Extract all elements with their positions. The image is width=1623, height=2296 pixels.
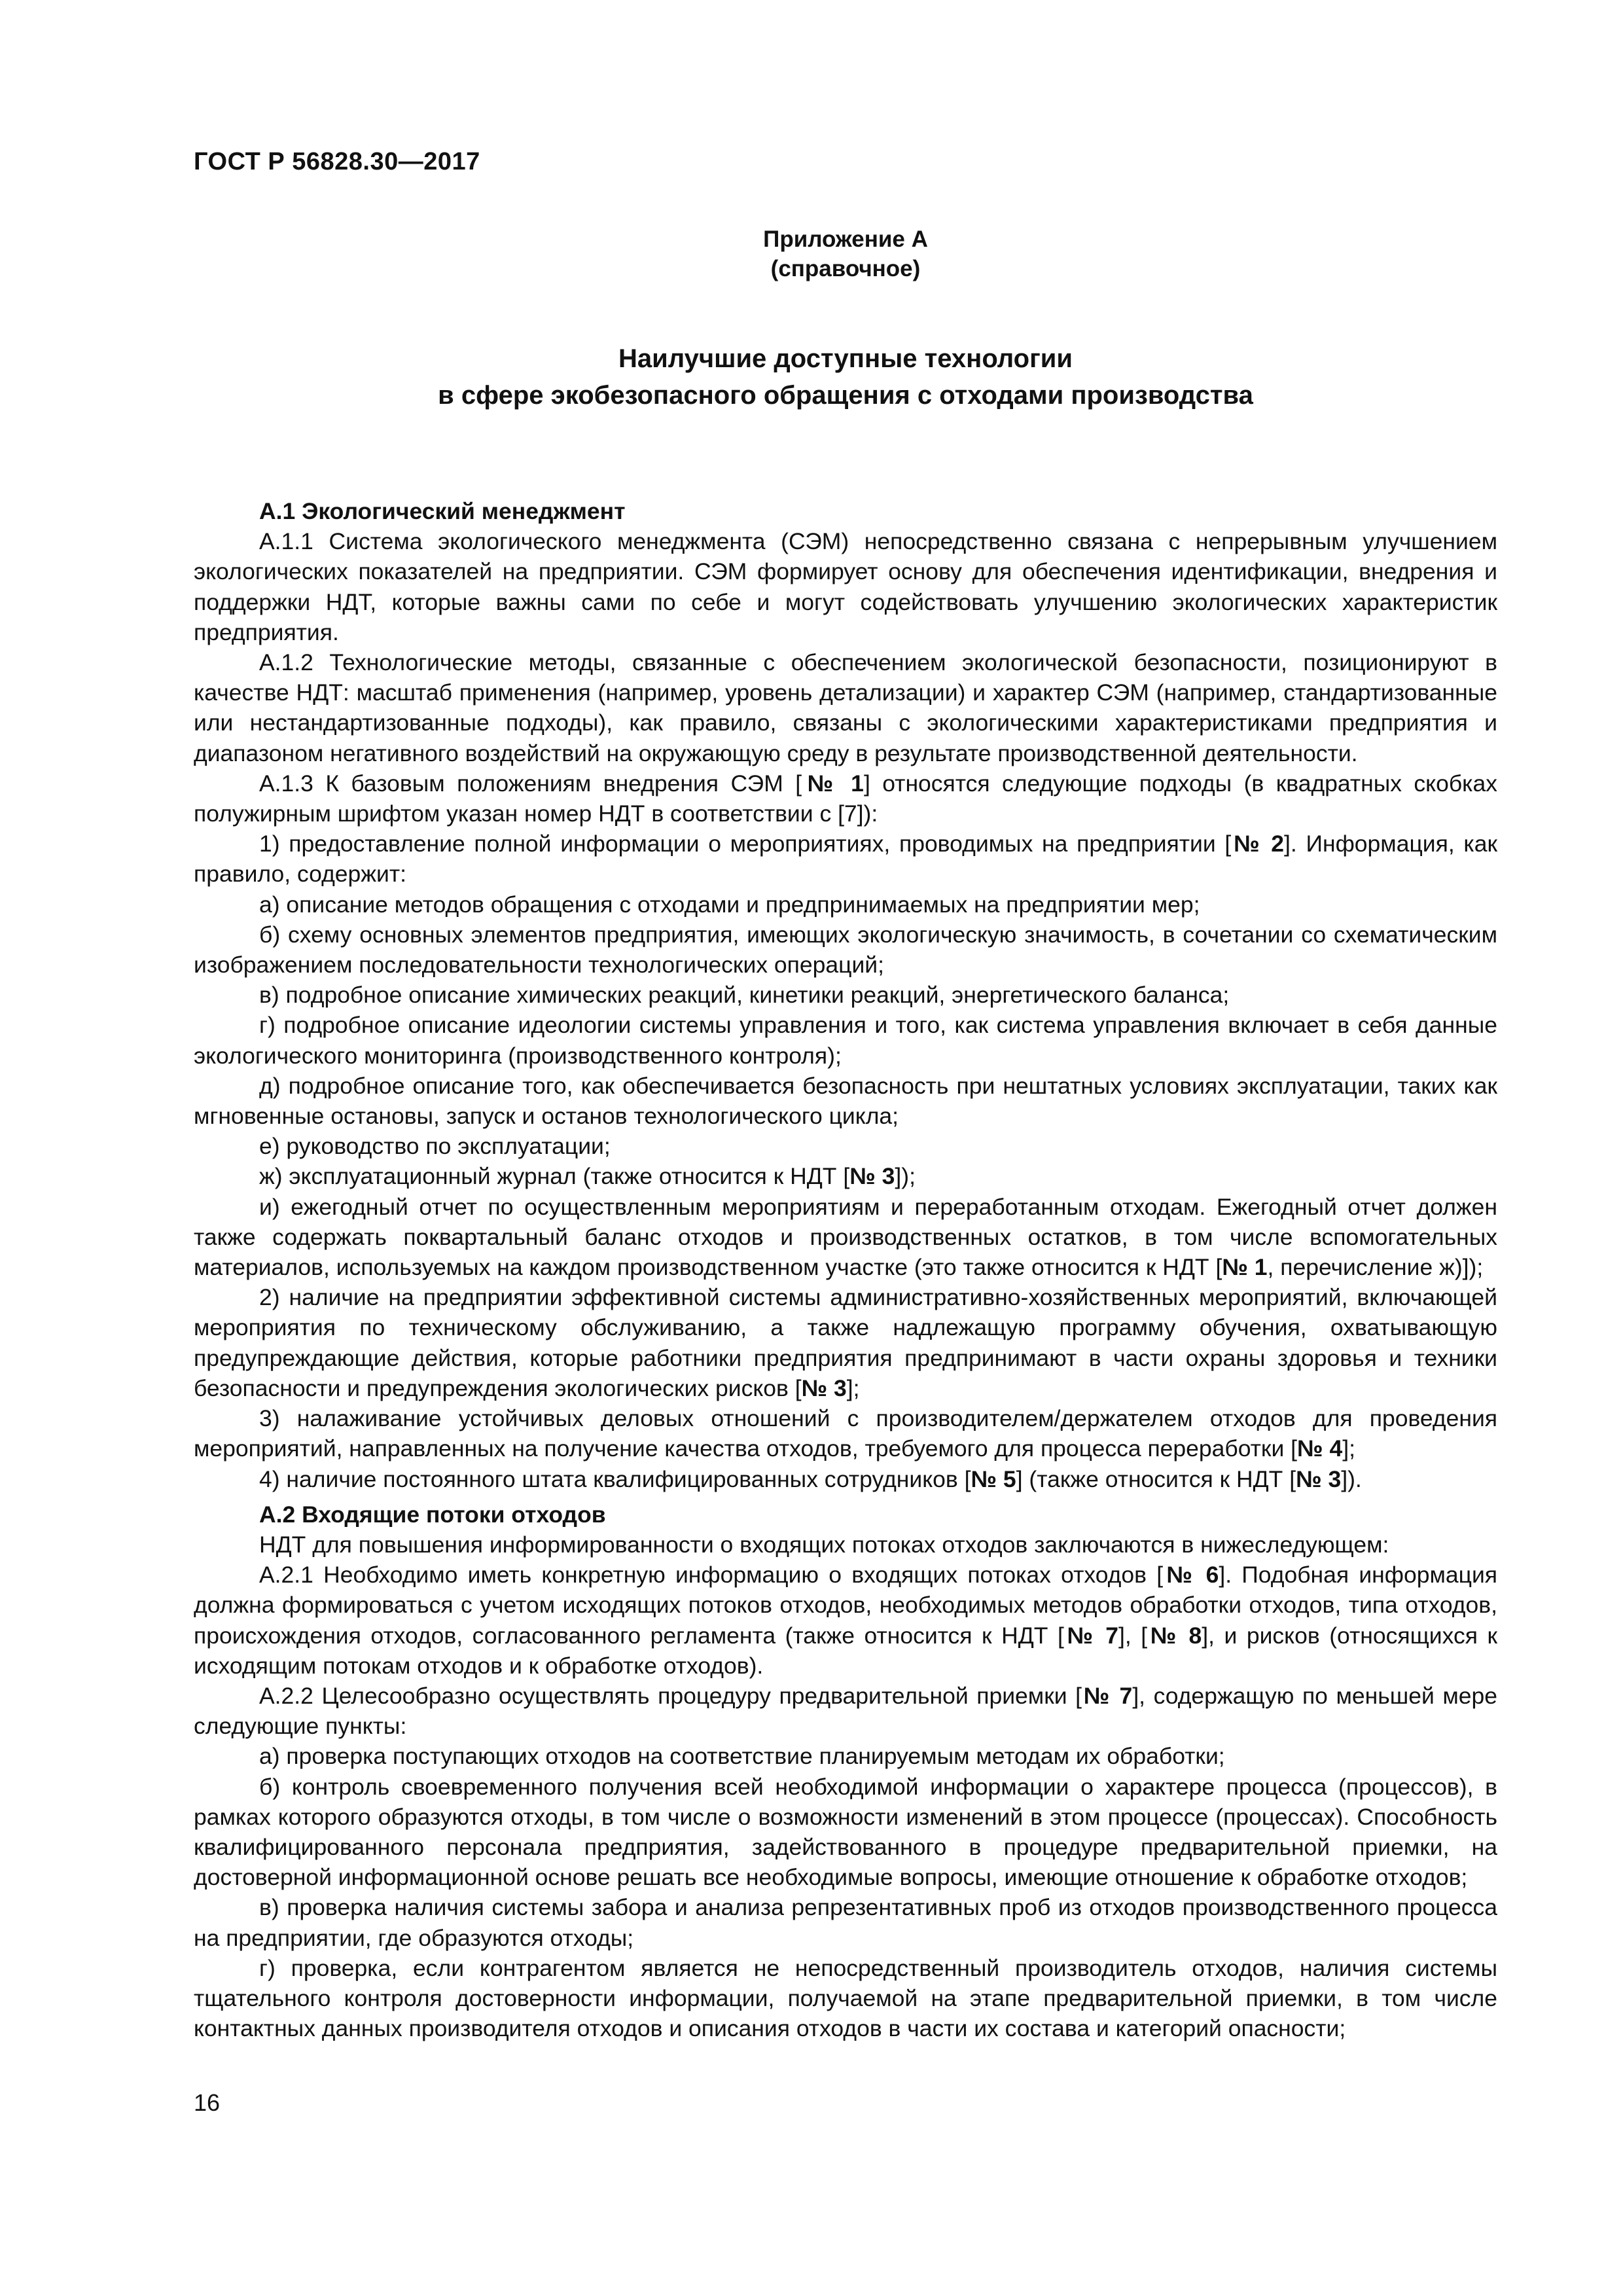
title-line-1: Наилучшие доступные технологии (618, 344, 1073, 373)
paragraph-a1-2: А.1.2 Технологические методы, связанные с обеспечением экологической безопасности, позиционируют в качестве НДТ: масштаб применения (например, уровень детализации) и характер СЭМ (например, стандартизованные или нестандартизованные подходы), как правило, связаны с экологическими характеристиками предприятия и диапазоном негативного воздействий на окружающую среду в результате производственной деятельности. (194, 649, 1497, 766)
list-item-4: 4) наличие постоянного штата квалифицированных сотрудников [№ 5] (также относится к НДТ [№ 3]). (259, 1465, 1362, 1492)
list-item-g: г) подробное описание идеологии системы управления и того, как система управления включает в себя данные экологического мониторинга (производственного контроля); (194, 1012, 1497, 1069)
list-item-a2-b: б) контроль своевременного получения всей необходимой информации о характере процесса (процессов), в рамках которого образуются отходы, в том числе о возможности изменений в этом процессе (процессах). Способность квалифицированного персонала предприятия, задействованного в процедуре предварительной приемки, на достоверной информационной основе решать все необходимые вопросы, имеющие отношение к обработке отходов; (194, 1773, 1497, 1891)
list-item-b: б) схему основных элементов предприятия, имеющих экологическую значимость, в сочетании со схематическим изображением последовательности технологических операций; (194, 921, 1497, 978)
paragraph-a2-1: А.2.1 Необходимо иметь конкретную информацию о входящих потоках отходов [№ 6]. Подобная информация должна формироваться с учетом исходящих потоков отходов, необходимых методов обработки отходов, типа отходов, происхождения отходов, согласованного регламента (также относится к НДТ [№ 7], [№ 8], и рисков (относящихся к исходящим потокам отходов и к обработке отходов). (194, 1562, 1498, 1679)
list-item-e: е) руководство по эксплуатации; (259, 1133, 611, 1160)
appendix-title: Приложение А (763, 226, 928, 252)
list-item-2: 2) наличие на предприятии эффективной системы административно-хозяйственных мероприятий, включающей мероприятия по техническому обслуживанию, а также надлежащую программу обучения, охватывающую предупреждающие действия, которые работники предприятия предпринимают в части охраны здоровья и техники безопасности и предупреждения экологических рисков [№ 3]; (194, 1284, 1497, 1401)
document-body (194, 496, 1497, 2043)
list-item-i: и) ежегодный отчет по осуществленным мероприятиям и переработанным отходам. Ежегодный отчет должен также содержать поквартальный баланс отходов и производственных остатков, в том числе вспомогательных материалов, используемых на каждом производственном участке (это также относится к НДТ [№ 1, перечисление ж)]); (194, 1193, 1497, 1281)
page-title (194, 340, 1497, 414)
paragraph-a1-3: А.1.3 К базовым положениям внедрения СЭМ [№ 1] относятся следующие подходы (в квадратных скобках полужирным шрифтом указан номер НДТ в соответствии с [7]): (194, 770, 1497, 827)
list-item-3: 3) налаживание устойчивых деловых отношений с производителем/держателем отходов для проведения мероприятий, направленных на получение качества отходов, требуемого для процесса переработки [№ 4]; (194, 1405, 1497, 1462)
title-line-2: в сфере экобезопасного обращения с отходами производства (438, 381, 1253, 410)
appendix-label (194, 224, 1497, 283)
paragraph-a2-2: А.2.2 Целесообразно осуществлять процедуру предварительной приемки [№ 7], содержащую по меньшей мере следующие пункты: (194, 1682, 1498, 1740)
section-heading-a1: А.1 Экологический менеджмент (259, 498, 626, 524)
page-number: 16 (194, 2089, 221, 2116)
list-item-a2-g: г) проверка, если контрагентом является не непосредственный производитель отходов, наличия системы тщательного контроля достоверности информации, получаемой на этапе предварительной приемки, в том числе контактных данных производителя отходов и описания отходов в части их состава и категорий опасности; (194, 1954, 1497, 2042)
document-header: ГОСТ Р 56828.30—2017 (194, 148, 480, 175)
paragraph-a2-intro: НДТ для повышения информированности о входящих потоках отходов заключаются в нижеследующем: (259, 1531, 1389, 1558)
appendix-kind: (справочное) (770, 256, 921, 281)
paragraph-a1-1: А.1.1 Система экологического менеджмента (СЭМ) непосредственно связана с непрерывным улучшением экологических показателей на предприятии. СЭМ формирует основу для обеспечения идентификации, внедрения и поддержки НДТ, которые важны сами по себе и могут содействовать улучшению экологических характеристик предприятия. (194, 528, 1497, 645)
list-item-a: а) описание методов обращения с отходами и предпринимаемых на предприятии мер; (259, 891, 1200, 918)
list-item-v: в) подробное описание химических реакций, кинетики реакций, энергетического баланса; (259, 982, 1230, 1009)
list-item-zh: ж) эксплуатационный журнал (также относится к НДТ [№ 3]); (259, 1163, 916, 1190)
section-heading-a2: А.2 Входящие потоки отходов (259, 1501, 606, 1528)
list-item-a2-v: в) проверка наличия системы забора и анализа репрезентативных проб из отходов производственного процесса на предприятии, где образуются отходы; (194, 1894, 1497, 1951)
list-item-a2-a: а) проверка поступающих отходов на соответствие планируемым методам их обработки; (259, 1743, 1225, 1770)
list-item-1: 1) предоставление полной информации о мероприятиях, проводимых на предприятии [№ 2]. Информация, как правило, содержит: (194, 831, 1497, 888)
list-item-d: д) подробное описание того, как обеспечивается безопасность при нештатных условиях эксплуатации, таких как мгновенные остановы, запуск и останов технологического цикла; (194, 1072, 1497, 1130)
